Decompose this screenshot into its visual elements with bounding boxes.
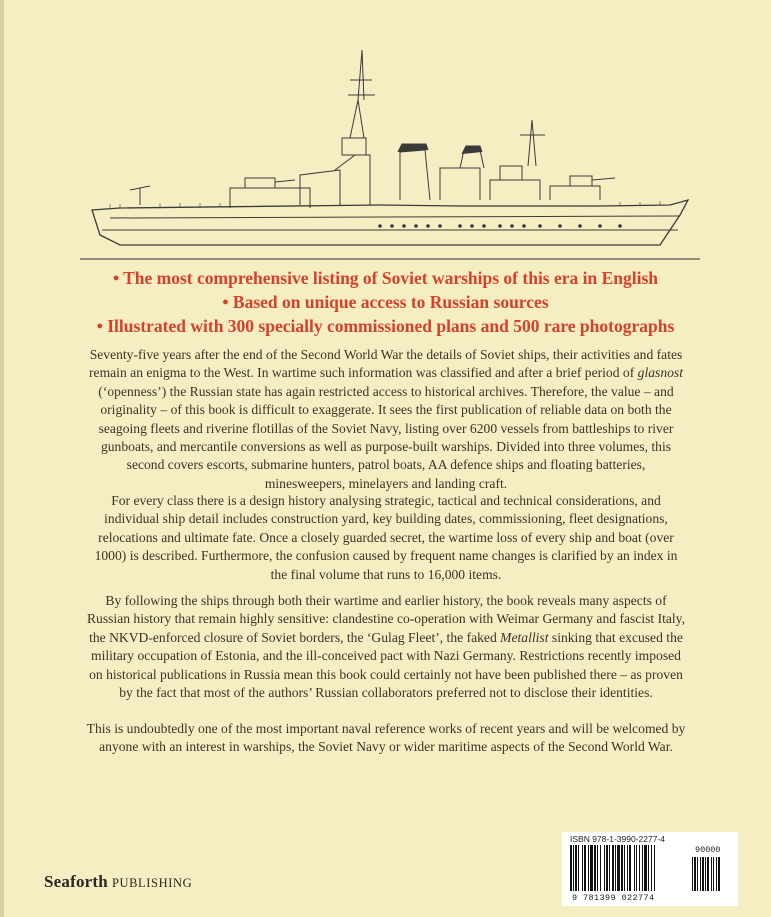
- feature-bullet: • The most comprehensive listing of Soviet warships of this era in English: [112, 268, 659, 288]
- barcode-digits: 9 781399 022774: [572, 893, 655, 903]
- paragraph-text: sinking that excused the military occupation of Estonia, and the ill-conceived pact with Nazi Germany. Restrictions recently imposed on historical publications in Russia mean this book could certainly not have been published there – as proven by the fact that most of the authors’ Russian collaborators preferred not to disclose their identities.: [89, 629, 683, 701]
- feature-bullet-list: [0, 266, 771, 338]
- barcode-addon-digits: 90000: [695, 845, 721, 855]
- italic-term: glasnost: [637, 365, 683, 381]
- description-paragraph-3: [86, 592, 686, 702]
- paragraph-text: By following the ships through both their wartime and earlier history, the book reveals many aspects of Russian history that remain highly sensitive: clandestine co-operation with Weimar Germany and fascist Italy, the NKVD-enforced closure of Soviet borders, the ‘Gulag Fleet’, the faked: [86, 593, 685, 645]
- description-paragraph-1: [86, 346, 686, 493]
- publisher-brand: Seaforth: [44, 872, 108, 891]
- isbn-label: ISBN 978-1-3990-2277-4: [570, 834, 665, 844]
- description-paragraph-2: For every class there is a design history analysing strategic, tactical and technical considerations, and individual ship detail includes construction yard, key building dates, commissioning, fleet designations, relocations and ultimate fate. Once a closely guarded secret, the wartime loss of every ship and boat (over 1000) is described. Furthermore, the confusion caused by frequent name changes is clarified by an index in the final volume that runs to 16,000 items.: [94, 493, 678, 582]
- paragraph-text: (‘openness’) the Russian state has again restricted access to historical archives. Therefore, the value – and originality – of this book is difficult to exaggerate. It sees the first publication of reliable data on both the seagoing fleets and riverine flotillas of the Soviet Navy, listing over 6200 vessels from battleships to river gunboats, and mercantile conversions as well as purpose-built warships. Divided into three volumes, this second covers escorts, submarine hunters, patrol boats, AA defence ships and floating batteries, minesweepers, minelayers and landing craft.: [98, 383, 674, 491]
- publisher-imprint: PUBLISHING: [111, 876, 193, 890]
- warship-profile-drawing: [80, 40, 700, 260]
- italic-term: Metallist: [500, 629, 549, 645]
- cover-edge: [0, 0, 4, 917]
- feature-bullet: • Illustrated with 300 specially commissioned plans and 500 rare photographs: [96, 316, 675, 336]
- feature-bullet: • Based on unique access to Russian sources: [222, 292, 549, 312]
- publisher-logo: [44, 872, 192, 892]
- description-paragraph-4: This is undoubtedly one of the most important naval reference works of recent years and will be welcomed by anyone with an interest in warships, the Soviet Navy or wider maritime aspects of the Second World War.: [86, 721, 686, 755]
- paragraph-text: Seventy-five years after the end of the Second World War the details of Soviet ships, their activities and fates remain an enigma to the West. In wartime such information was classified and after a brief period of: [89, 347, 683, 381]
- isbn-barcode: [562, 832, 738, 906]
